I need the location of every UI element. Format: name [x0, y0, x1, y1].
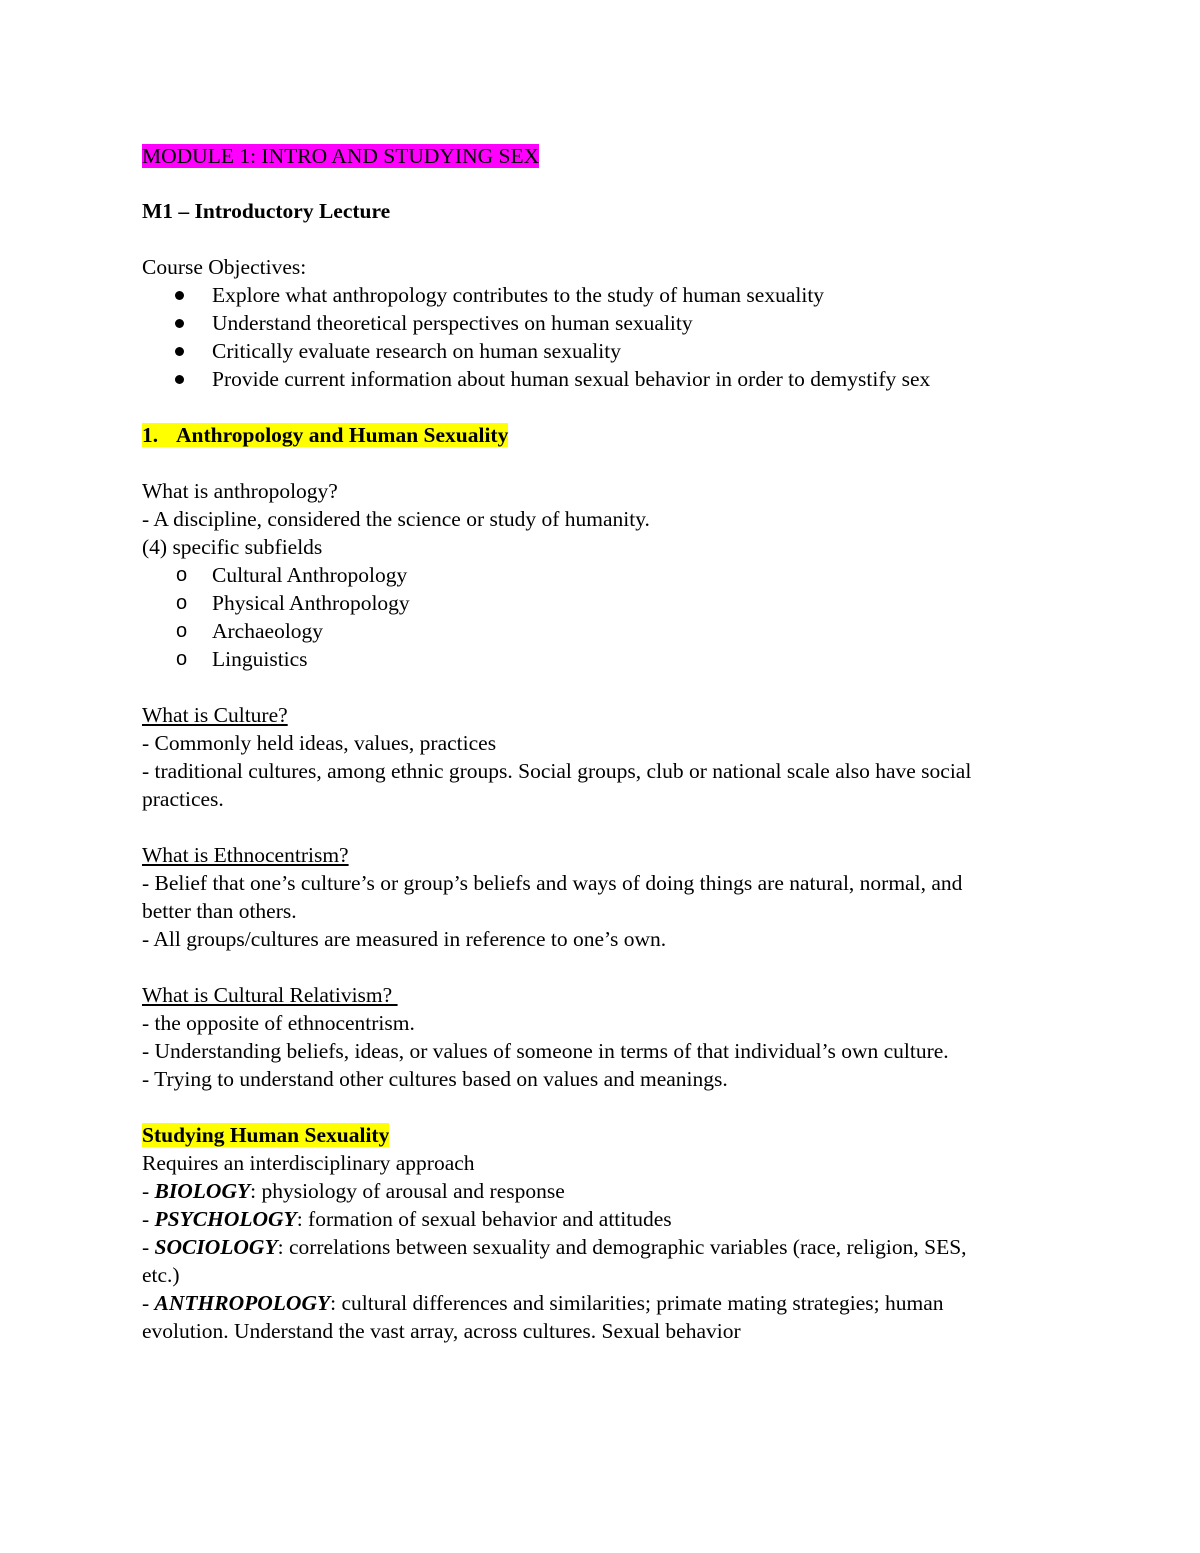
list-item: Understand theoretical perspectives on human sexuality: [142, 309, 1072, 337]
list-item: Critically evaluate research on human sexuality: [142, 337, 1072, 365]
studying-title: Studying Human Sexuality: [142, 1123, 390, 1147]
subfields-list: [142, 561, 1072, 673]
circle-bullet-icon: o: [176, 620, 188, 642]
discipline-term: BIOLOGY: [154, 1179, 251, 1203]
anthropology-continued: evolution. Understand the vast array, across cultures. Sexual behavior: [142, 1319, 741, 1343]
bullet-icon: [175, 347, 184, 356]
section-title: Anthropology and Human Sexuality: [176, 423, 509, 447]
objectives-heading: Course Objectives:: [142, 255, 307, 279]
culture-line-3: practices.: [142, 787, 224, 811]
discipline-sociology: - SOCIOLOGY: correlations between sexuality and demographic variables (race, religion, SES,: [142, 1235, 967, 1259]
relativism-line-3: - Trying to understand other cultures based on values and meanings.: [142, 1067, 728, 1091]
bullet-icon: [175, 319, 184, 328]
list-item: Explore what anthropology contributes to the study of human sexuality: [142, 281, 1072, 309]
circle-bullet-icon: o: [176, 564, 188, 586]
ethnocentrism-line-3: - All groups/cultures are measured in reference to one’s own.: [142, 927, 667, 951]
discipline-term: SOCIOLOGY: [154, 1235, 278, 1259]
list-item: o Archaeology: [176, 619, 324, 643]
anthropology-definition: - A discipline, considered the science or study of humanity.: [142, 507, 650, 531]
discipline-term: ANTHROPOLOGY: [154, 1291, 331, 1315]
culture-line-1: - Commonly held ideas, values, practices: [142, 731, 497, 755]
studying-title-line: [142, 1121, 1072, 1149]
list-item: o Cultural Anthropology: [176, 563, 408, 587]
studying-intro: Requires an interdisciplinary approach: [142, 1151, 475, 1175]
discipline-biology: - BIOLOGY: physiology of arousal and response: [142, 1179, 565, 1203]
relativism-line-1: - the opposite of ethnocentrism.: [142, 1011, 415, 1035]
objectives-list: [142, 281, 1072, 393]
culture-line-2: - traditional cultures, among ethnic groups. Social groups, club or national scale also have social: [142, 759, 972, 783]
ethnocentrism-line-2: better than others.: [142, 899, 297, 923]
module-title: MODULE 1: INTRO AND STUDYING SEX: [142, 144, 540, 168]
relativism-question-line: [142, 981, 1072, 1009]
document-content: [142, 142, 1072, 1345]
list-item: o Physical Anthropology: [176, 591, 410, 615]
discipline-term: PSYCHOLOGY: [154, 1207, 297, 1231]
lecture-title: M1 – Introductory Lecture: [142, 199, 391, 223]
section-1-heading: [142, 421, 1072, 449]
anthropology-question: What is anthropology?: [142, 479, 338, 503]
discipline-psychology: - PSYCHOLOGY: formation of sexual behavior and attitudes: [142, 1207, 672, 1231]
ethnocentrism-question: What is Ethnocentrism?: [142, 843, 349, 867]
subfields-intro: (4) specific subfields: [142, 535, 323, 559]
culture-question: What is Culture?: [142, 703, 288, 727]
discipline-anthropology: - ANTHROPOLOGY: cultural differences and similarities; primate mating strategies; human: [142, 1291, 944, 1315]
module-title-line: [142, 142, 1072, 170]
sociology-continued: etc.): [142, 1263, 180, 1287]
circle-bullet-icon: o: [176, 648, 188, 670]
bullet-icon: [175, 375, 184, 384]
relativism-question: What is Cultural Relativism?: [142, 983, 398, 1007]
circle-bullet-icon: o: [176, 592, 188, 614]
culture-question-line: [142, 701, 1072, 729]
section-number: 1.: [142, 423, 159, 447]
bullet-icon: [175, 291, 184, 300]
relativism-line-2: - Understanding beliefs, ideas, or values of someone in terms of that individual’s own culture.: [142, 1039, 949, 1063]
list-item: o Linguistics: [176, 647, 308, 671]
ethnocentrism-line-1: - Belief that one’s culture’s or group’s beliefs and ways of doing things are natural, normal, and: [142, 871, 963, 895]
list-item: Provide current information about human sexual behavior in order to demystify sex: [142, 365, 1072, 393]
ethnocentrism-question-line: [142, 841, 1072, 869]
